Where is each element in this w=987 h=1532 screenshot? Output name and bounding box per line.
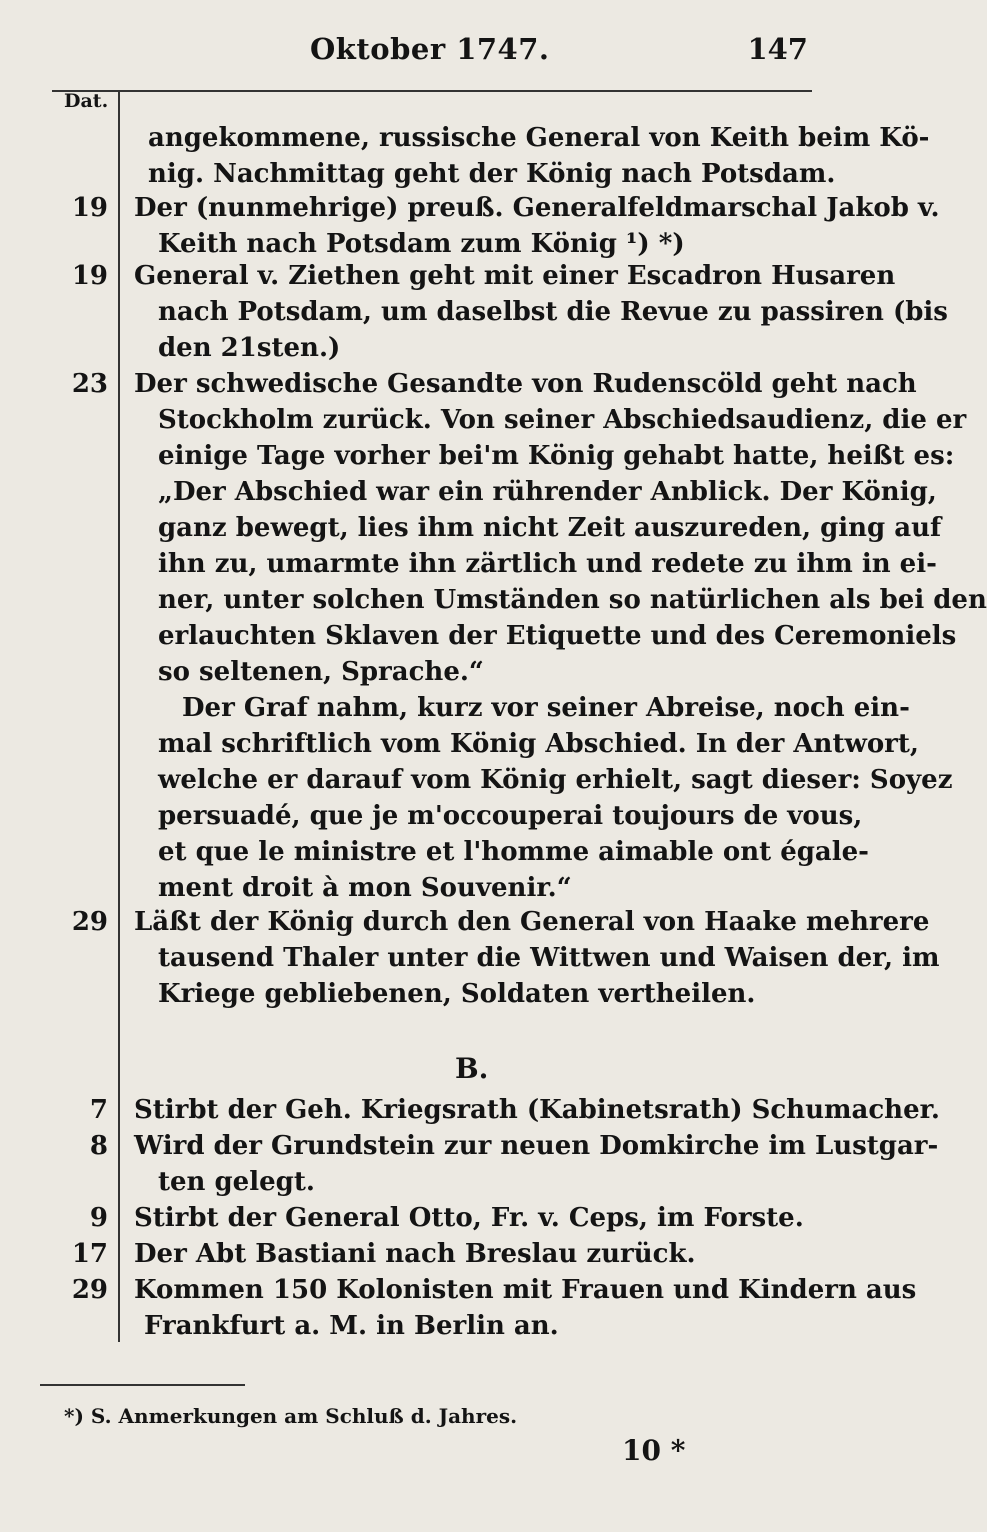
entry-line: welche er darauf vom König erhielt, sagt dieser: Soyez <box>158 765 953 795</box>
entry-text <box>134 1200 808 1236</box>
entry-line: Stirbt der Geh. Kriegsrath (Kabinetsrath) Schumacher. <box>134 1095 940 1125</box>
entry-text <box>148 120 930 192</box>
entry-text <box>134 1128 939 1200</box>
entry-date: 19 <box>71 261 108 291</box>
entry-line: Läßt der König durch den General von Haake mehrere <box>134 907 930 937</box>
entry-line: erlauchten Sklaven der Etiquette und des Ceremoniels <box>158 621 957 651</box>
footnote-rule <box>40 1384 245 1386</box>
entry-text <box>134 258 948 366</box>
entry-date: 17 <box>71 1239 108 1269</box>
entry-line: persuadé, que je m'occouperai toujours de vous, <box>158 801 863 831</box>
entry-line: Wird der Grundstein zur neuen Domkirche im Lustgar- <box>134 1131 939 1161</box>
entry-text <box>134 1092 940 1128</box>
entry-text <box>134 1236 808 1272</box>
entry-line: „Der Abschied war ein rührender Anblick. Der König, <box>158 477 937 507</box>
entry-date: 23 <box>71 369 108 399</box>
entry-line: Der Abt Bastiani nach Breslau zurück. <box>134 1239 696 1269</box>
entry-line: angekommene, russische General von Keith beim Kö- <box>148 123 930 153</box>
entry-line: Der (nunmehrige) preuß. Generalfeldmarschal Jakob v. <box>134 193 940 223</box>
entry-line: Stirbt der General Otto, Fr. v. Ceps, im Forste. <box>134 1203 804 1233</box>
entry-line: ner, unter solchen Umständen so natürlichen als bei den <box>158 585 987 615</box>
entry-line: ten gelegt. <box>158 1167 315 1197</box>
header-rule <box>52 90 812 92</box>
entry-line: mal schriftlich vom König Abschied. In der Antwort, <box>158 729 919 759</box>
entry-line: Kommen 150 Kolonisten mit Frauen und Kindern aus <box>134 1275 917 1305</box>
entry-date: 29 <box>71 1275 108 1305</box>
entry-line: Kriege gebliebenen, Soldaten vertheilen. <box>158 979 756 1009</box>
entry-line: General v. Ziethen geht mit einer Escadron Husaren <box>134 261 896 291</box>
entry-line: Der schwedische Gesandte von Rudenscöld geht nach <box>134 369 917 399</box>
entry-date: 29 <box>71 907 108 937</box>
page-number: 147 <box>747 32 808 66</box>
entry-line: Frankfurt a. M. in Berlin an. <box>144 1311 559 1341</box>
date-column-header: Dat. <box>64 90 109 112</box>
entry-line: so seltenen, Sprache.“ <box>158 657 484 687</box>
entry-line: ihn zu, umarmte ihn zärtlich und redete zu ihm in ei- <box>158 549 937 579</box>
page-header <box>0 30 900 70</box>
signature-mark: 10 * <box>622 1434 686 1467</box>
entry-date: 8 <box>89 1131 108 1161</box>
entry-date: 19 <box>71 193 108 223</box>
entry-line: nig. Nachmittag geht der König nach Potsdam. <box>148 159 836 189</box>
entry-line: einige Tage vorher bei'm König gehabt hatte, heißt es: <box>158 441 955 471</box>
entry-text <box>134 1272 917 1344</box>
entry-text <box>134 366 987 906</box>
entry-line: Der Graf nahm, kurz vor seiner Abreise, noch ein- <box>182 693 910 723</box>
entry-line: den 21sten.) <box>158 333 341 363</box>
entry-line: et que le ministre et l'homme aimable ont égale- <box>158 837 869 867</box>
entry-line: Keith nach Potsdam zum König ¹) *) <box>158 229 685 259</box>
footnote: *) S. Anmerkungen am Schluß d. Jahres. <box>64 1404 518 1428</box>
entry-date: 9 <box>89 1203 108 1233</box>
section-letter: B. <box>455 1052 489 1085</box>
entry-date: 7 <box>89 1095 108 1125</box>
entry-text <box>134 904 940 1012</box>
entry-line: tausend Thaler unter die Wittwen und Waisen der, im <box>158 943 940 973</box>
date-column-rule <box>118 90 120 1342</box>
entry-text <box>134 190 940 262</box>
running-title: Oktober 1747. <box>310 32 550 66</box>
entry-line: ment droit à mon Souvenir.“ <box>158 873 572 903</box>
entry-line: Stockholm zurück. Von seiner Abschiedsaudienz, die er <box>158 405 967 435</box>
entry-line: nach Potsdam, um daselbst die Revue zu passiren (bis <box>158 297 948 327</box>
entry-line: ganz bewegt, lies ihm nicht Zeit auszureden, ging auf <box>158 513 942 543</box>
